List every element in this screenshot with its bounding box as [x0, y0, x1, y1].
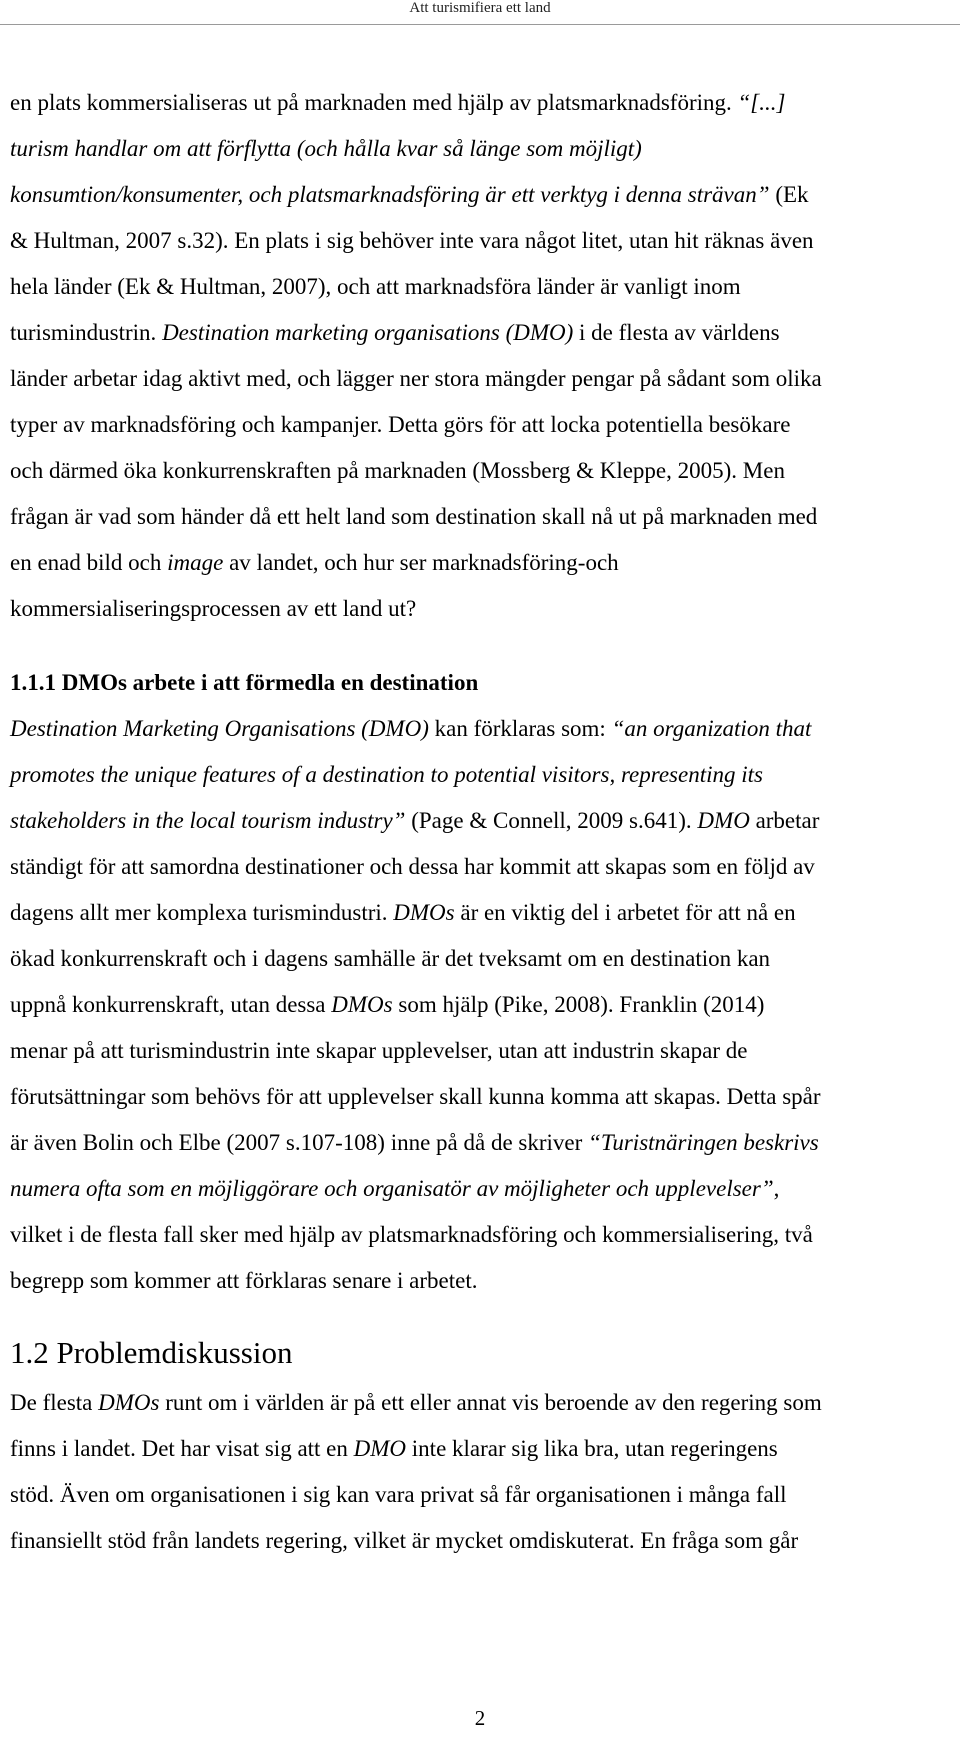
text-line: finansiellt stöd från landets regering, vilket är mycket omdiskuterat. En fråga som går [10, 1528, 799, 1553]
paragraph-1 [10, 80, 955, 632]
section-heading: 1.2 Problemdiskussion [10, 1335, 293, 1370]
text-line: Destination Marketing Organisations (DMO) kan förklaras som: “an organization that [10, 716, 812, 741]
text-line: finns i landet. Det har visat sig att en DMO inte klarar sig lika bra, utan regeringens [10, 1436, 778, 1461]
text-line: dagens allt mer komplexa turismindustri. DMOs är en viktig del i arbetet för att nå en [10, 900, 796, 925]
text-line: är även Bolin och Elbe (2007 s.107-108) inne på då de skriver “Turistnäringen beskrivs [10, 1130, 819, 1155]
text-line: en plats kommersialiseras ut på marknaden med hjälp av platsmarknadsföring. “[...] [10, 90, 786, 115]
text-line: hela länder (Ek & Hultman, 2007), och att marknadsföra länder är vanligt inom [10, 274, 741, 299]
text-line: en enad bild och image av landet, och hur ser marknadsföring-och [10, 550, 619, 575]
text-line: menar på att turismindustrin inte skapar upplevelser, utan att industrin skapar de [10, 1038, 748, 1063]
text-line: typer av marknadsföring och kampanjer. Detta görs för att locka potentiella besökare [10, 412, 791, 437]
text-line: De flesta DMOs runt om i världen är på ett eller annat vis beroende av den regering som [10, 1390, 822, 1415]
text-line: turismindustrin. Destination marketing organisations (DMO) i de flesta av världens [10, 320, 780, 345]
text-line: frågan är vad som händer då ett helt land som destination skall nå ut på marknaden med [10, 504, 818, 529]
running-header-title: Att turismifiera ett land [409, 0, 551, 16]
paragraph-2 [10, 706, 955, 1304]
text-line: kommersialiseringsprocessen av ett land ut? [10, 596, 417, 621]
text-line: turism handlar om att förflytta (och hålla kvar så länge som möjligt) [10, 136, 642, 161]
text-line: ständigt för att samordna destinationer och dessa har kommit att skapas som en följd av [10, 854, 815, 879]
text-line: konsumtion/konsumenter, och platsmarknadsföring är ett verktyg i denna strävan” (Ek [10, 182, 809, 207]
page-number: 2 [474, 1706, 486, 1730]
text-line: stöd. Även om organisationen i sig kan vara privat så får organisationen i många fall [10, 1482, 787, 1507]
text-line: uppnå konkurrenskraft, utan dessa DMOs som hjälp (Pike, 2008). Franklin (2014) [10, 992, 765, 1017]
text-line: länder arbetar idag aktivt med, och lägger ner stora mängder pengar på sådant som olika [10, 366, 822, 391]
text-line: promotes the unique features of a destination to potential visitors, representing its [10, 762, 763, 787]
text-line: förutsättningar som behövs för att upplevelser skall kunna komma att skapas. Detta spår [10, 1084, 821, 1109]
text-line: numera ofta som en möjliggörare och organisatör av möjligheter och upplevelser”, [10, 1176, 780, 1201]
subsection-heading: 1.1.1 DMOs arbete i att förmedla en destination [10, 670, 479, 695]
paragraph-3 [10, 1380, 955, 1564]
text-line: vilket i de flesta fall sker med hjälp av platsmarknadsföring och kommersialisering, två [10, 1222, 813, 1247]
running-header [0, 0, 960, 25]
page-content [10, 80, 955, 1564]
text-line: begrepp som kommer att förklaras senare i arbetet. [10, 1268, 478, 1293]
text-line: & Hultman, 2007 s.32). En plats i sig behöver inte vara något litet, utan hit räknas även [10, 228, 814, 253]
text-line: ökad konkurrenskraft och i dagens samhälle är det tveksamt om en destination kan [10, 946, 771, 971]
text-line: och därmed öka konkurrenskraften på marknaden (Mossberg & Kleppe, 2005). Men [10, 458, 785, 483]
text-line: stakeholders in the local tourism industry” (Page & Connell, 2009 s.641). DMO arbetar [10, 808, 820, 833]
